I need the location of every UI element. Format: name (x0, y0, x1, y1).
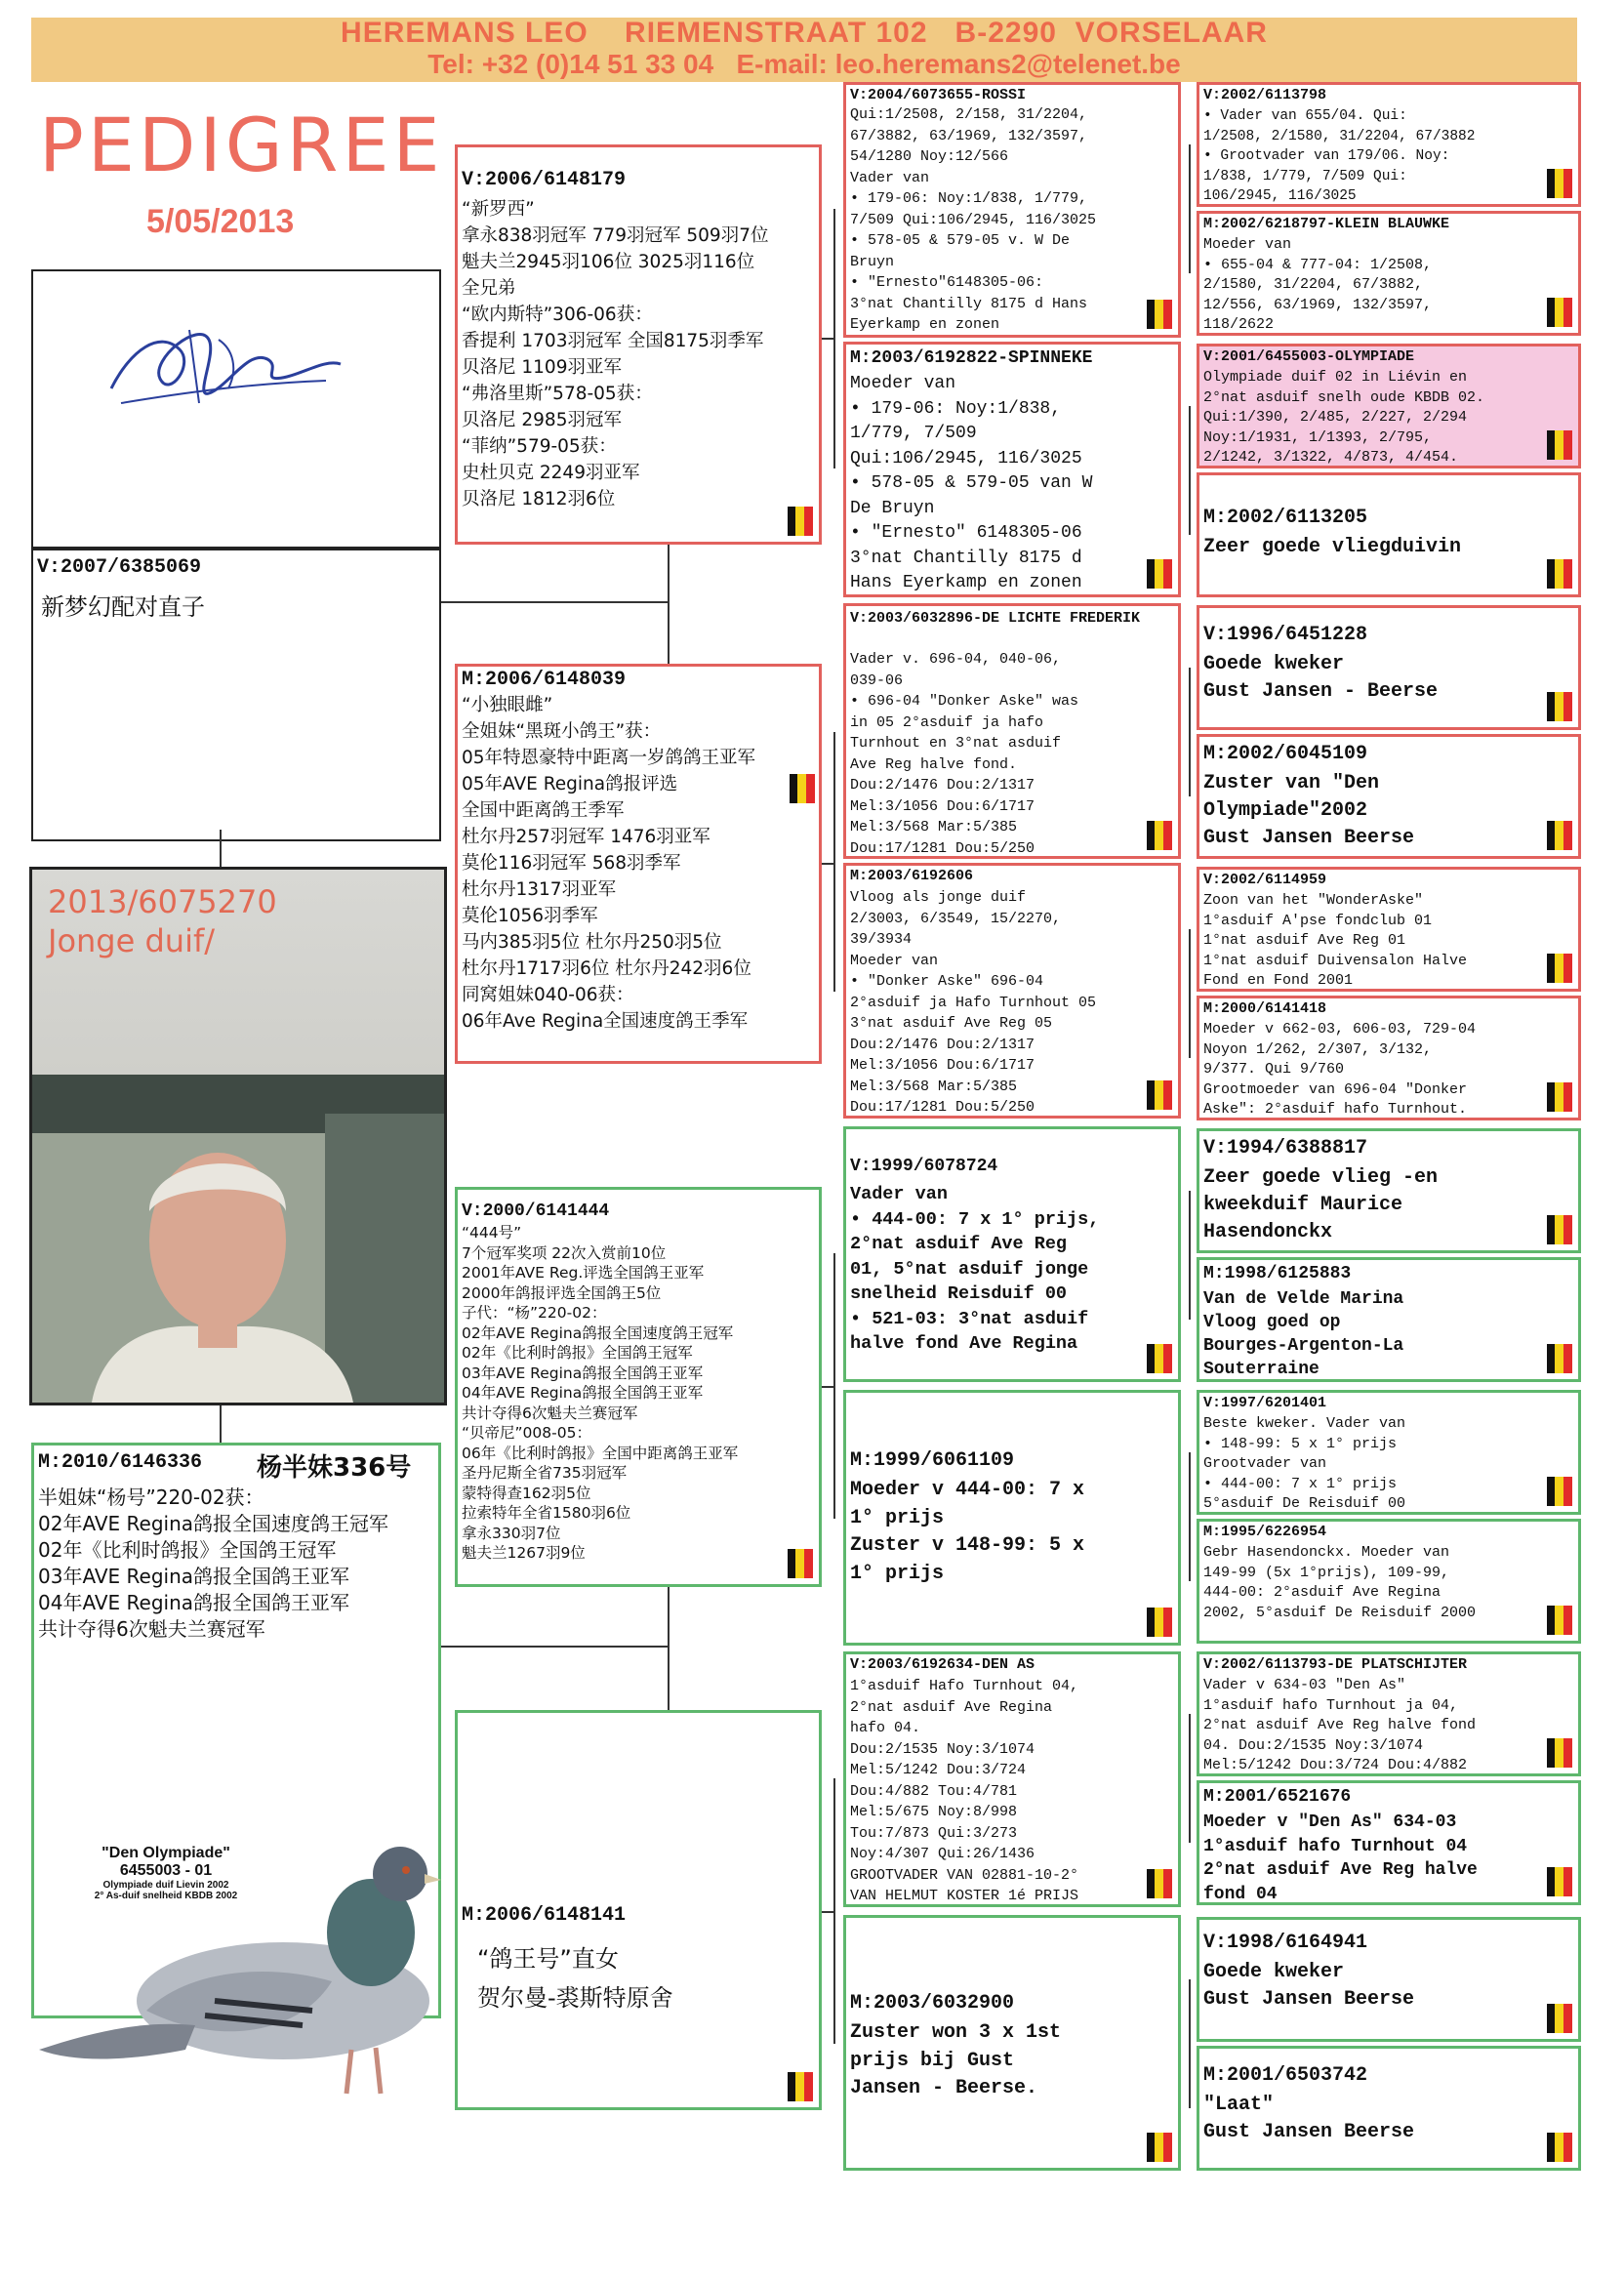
gen4-text-14: Moeder v "Den As" 634-03 1°asduif hafo Turnhout 04 2°nat asduif Ave Reg halve fond 04 (1203, 1812, 1478, 1904)
gen4-box-3 (1197, 344, 1581, 468)
gen4-text-13: Vader v 634-03 "Den As" 1°asduif hafo Turnhout ja 04, 2°nat asduif Ave Reg halve fond 04. Dou:2/1535 Noy:3/1074 Mel:5/1242 Dou:3/724 Dou:4/882 (1203, 1677, 1477, 1773)
young-pigeon-photo-box (29, 867, 447, 1405)
gen2-ring-3: V:2000/6141444 (462, 1201, 610, 1221)
gen4-box-16 (1197, 2046, 1581, 2171)
gen4-ring-6: M:2002/6045109 (1203, 743, 1368, 765)
belgian-flag-icon (1547, 430, 1572, 460)
gen3-ring-1: V:2004/6073655-ROSSI (850, 87, 1027, 103)
connector-line (1189, 668, 1191, 796)
olympiade-name: "Den Olympiade" (102, 1845, 230, 1861)
gen3-ring-2: M:2003/6192822-SPINNEKE (850, 348, 1093, 368)
connector-line (1189, 1979, 1191, 2108)
gen3-text-3: Vader v. 696-04, 040-06, 039-06 • 696-04 "Donker Aske" was in 05 2°asduif ja hafo Turnhout en 3°nat asduif Ave Reg halve fond. Dou:2/1476 Dou:2/1317 Mel:3/1056 Dou:6/1717 Mel:3/568 Mar:5/385 Dou:17/1281 Dou:5/250 (850, 651, 1079, 857)
gen4-box-7 (1197, 867, 1581, 992)
gen4-ring-11: V:1997/6201401 (1203, 1395, 1327, 1411)
breeder-header (31, 18, 1577, 82)
belgian-flag-icon (1547, 298, 1572, 327)
gen3-text-8: Zuster won 3 x 1st prijs bij Gust Jansen - Beerse. (850, 2021, 1062, 2099)
gen4-ring-5: V:1996/6451228 (1203, 624, 1368, 646)
gen4-box-11 (1197, 1390, 1581, 1515)
gen4-text-7: Zoon van het "WonderAske" 1°asduif A'pse fondclub 01 1°nat asduif Ave Reg 01 1°nat asduif Duivensalon Halve Fond en Fond 2001 (1203, 892, 1468, 989)
gen3-ring-8: M:2003/6032900 (850, 1992, 1015, 2015)
breeder-address: HEREMANS LEO RIEMENSTRAAT 102 B-2290 VORSELAAR (341, 17, 1268, 49)
breeder-photo (32, 1075, 447, 1405)
belgian-flag-icon (790, 774, 815, 803)
gen3-box-3 (843, 603, 1181, 859)
gen2-ring-1: V:2006/6148179 (462, 169, 627, 191)
gen4-text-3: Olympiade duif 02 in Liévin en 2°nat asduif snelh oude KBDB 02. Qui:1/390, 2/485, 2/227, 2/294 Noy:1/1931, 1/1393, 2/795, 2/1242, 3/1322, 4/873, 4/454. (1203, 369, 1485, 466)
gen4-box-10 (1197, 1257, 1581, 1382)
belgian-flag-icon (1147, 559, 1172, 589)
pedigree-date: 5/05/2013 (146, 203, 295, 240)
connector-line (1189, 406, 1191, 535)
gen4-text-10: Van de Velde Marina Vloog goed op Bourges-Argenton-La Souterraine (1203, 1289, 1404, 1379)
gen2-ring-2: M:2006/6148039 (462, 669, 627, 691)
belgian-flag-icon (1547, 2004, 1572, 2033)
gen4-ring-13: V:2002/6113793-DE PLATSCHIJTER (1203, 1656, 1468, 1673)
belgian-flag-icon (1547, 954, 1572, 983)
gen4-text-4: Zeer goede vliegduivin (1203, 536, 1462, 558)
gen3-box-2 (843, 342, 1181, 597)
gen4-ring-14: M:2001/6521676 (1203, 1787, 1352, 1807)
signature-image (102, 310, 345, 428)
connector-line (1189, 929, 1191, 1058)
connector-line (1189, 1452, 1191, 1581)
gen2-text-1: “新罗西” 拿永838羽冠军 779羽冠军 509羽7位 魁夫兰2945羽106位 3025羽116位 全兄弟 “欧内斯特”306-06获： 香提利 1703羽冠军 全国8175羽季军 贝洛尼 1109羽亚军 “弗洛里斯”578-05获： 贝洛尼 2985羽冠军 “菲纳”579-05获： 史杜贝克 2249羽亚军 贝洛尼 1812羽6位 (462, 199, 769, 509)
belgian-flag-icon (1547, 1082, 1572, 1112)
gen4-ring-10: M:1998/6125883 (1203, 1264, 1352, 1283)
gen4-text-11: Beste kweker. Vader van • 148-99: 5 x 1° prijs Grootvader van • 444-00: 7 x 1° prijs 5°asduif De Reisduif 00 (1203, 1415, 1406, 1512)
gen3-ring-3: V:2003/6032896-DE LICHTE FREDERIK (850, 610, 1141, 627)
gen3-box-7 (843, 1651, 1181, 1907)
gen4-text-9: Zeer goede vlieg -en kweekduif Maurice Hasendonckx (1203, 1166, 1439, 1243)
gen3-ring-6: M:1999/6061109 (850, 1449, 1015, 1472)
mother-name: 杨半妹336号 (257, 1453, 412, 1483)
belgian-flag-icon (1547, 559, 1572, 589)
connector-line (441, 1646, 668, 1648)
gen2-text-2: “小独眼雌” 全姐妹“黑斑小鸽王”获： 05年特恩豪特中距离一岁鸽鸽王亚军 05年AVE Regina鸽报评选 全国中距离鸽王季军 杜尔丹257羽冠军 1476羽亚军 莫伦116羽冠军 568羽季军 杜尔丹1317羽亚军 莫伦1056羽季军 马内385羽5位 杜尔丹250羽5位 杜尔丹1717羽6位 杜尔丹242羽6位 同窝姐妹040-06获： 06年Ave Regina全国速度鸽王季军 (462, 695, 756, 1032)
connector-line (668, 1587, 670, 1710)
gen4-ring-7: V:2002/6114959 (1203, 872, 1327, 888)
gen3-ring-5: V:1999/6078724 (850, 1157, 998, 1176)
gen3-text-5: Vader van • 444-00: 7 x 1° prijs, 2°nat asduif Ave Reg 01, 5°nat asduif jonge snelheid Reisduif 00 • 521-03: 3°nat asduif halve fond Ave Regina (850, 1184, 1100, 1354)
gen4-text-16: "Laat" Gust Jansen Beerse (1203, 2094, 1415, 2143)
gen3-ring-4: M:2003/6192606 (850, 868, 974, 884)
gen4-box-1 (1197, 82, 1581, 207)
gen4-box-9 (1197, 1128, 1581, 1253)
belgian-flag-icon (1547, 821, 1572, 850)
connector-line (822, 338, 835, 340)
mother-text: 半姐妹“杨号”220-02获： 02年AVE Regina鸽报全国速度鸽王冠军 02年《比利时鸽报》全国鸽王冠军 03年AVE Regina鸽报全国鸽王亚军 04年AVE Regina鸽报全国鸽王亚军 共计夺得6次魁夫兰赛冠军 (38, 1486, 389, 1641)
belgian-flag-icon (788, 507, 813, 536)
connector-line (822, 1386, 835, 1388)
gen3-box-1 (843, 82, 1181, 338)
connector-line (1189, 144, 1191, 273)
connector-line (822, 1911, 835, 1913)
gen2-box-2 (455, 664, 822, 1064)
gen4-ring-1: V:2002/6113798 (1203, 87, 1327, 103)
olympiade-pigeon-figure (39, 1815, 449, 2108)
gen4-box-14 (1197, 1780, 1581, 1905)
gen3-ring-7: V:2003/6192634-DEN AS (850, 1656, 1035, 1673)
breeder-contact: Tel: +32 (0)14 51 33 04 E-mail: leo.heremans2@telenet.be (427, 49, 1181, 79)
gen3-box-6 (843, 1390, 1181, 1646)
gen4-box-15 (1197, 1917, 1581, 2042)
gen4-text-12: Gebr Hasendonckx. Moeder van 149-99 (5x 1°prijs), 109-99, 444-00: 2°asduif Ave Regina 2002, 5°asduif De Reisduif 2000 (1203, 1544, 1477, 1621)
belgian-flag-icon (1147, 1869, 1172, 1898)
belgian-flag-icon (1547, 1344, 1572, 1373)
belgian-flag-icon (1147, 1608, 1172, 1637)
belgian-flag-icon (1547, 1215, 1572, 1244)
gen4-box-4 (1197, 472, 1581, 597)
gen4-box-12 (1197, 1519, 1581, 1644)
belgian-flag-icon (1547, 1606, 1572, 1635)
gen4-ring-16: M:2001/6503742 (1203, 2064, 1368, 2087)
connector-line (668, 545, 670, 664)
gen4-text-15: Goede kweker Gust Jansen Beerse (1203, 1961, 1415, 2011)
connector-line (441, 601, 668, 603)
belgian-flag-icon (1547, 169, 1572, 198)
gen4-ring-15: V:1998/6164941 (1203, 1932, 1368, 1954)
gen4-ring-3: V:2001/6455003-OLYMPIADE (1203, 348, 1415, 365)
gen4-box-5 (1197, 605, 1581, 730)
gen4-text-5: Goede kweker Gust Jansen - Beerse (1203, 653, 1439, 703)
gen3-text-2: Moeder van • 179-06: Noy:1/838, 1/779, 7/509 Qui:106/2945, 116/3025 • 578-05 & 579-05 van W De Bruyn • "Ernesto" 6148305-06 3°nat Chantilly 8175 d Hans Eyerkamp en zonen (850, 374, 1093, 592)
belgian-flag-icon (1147, 821, 1172, 850)
gen3-box-5 (843, 1126, 1181, 1382)
young-pigeon-label: Jonge duif/ (48, 922, 215, 959)
connector-line (220, 1405, 222, 1443)
father-name: 新梦幻配对直子 (41, 593, 205, 621)
gen4-ring-9: V:1994/6388817 (1203, 1137, 1368, 1160)
gen3-text-6: Moeder v 444-00: 7 x 1° prijs Zuster v 148-99: 5 x 1° prijs (850, 1479, 1085, 1585)
gen4-box-8 (1197, 996, 1581, 1120)
signature-box (31, 269, 441, 549)
gen4-ring-8: M:2000/6141418 (1203, 1000, 1327, 1017)
connector-line (822, 863, 835, 865)
gen4-text-2: Moeder van • 655-04 & 777-04: 1/2508, 2/1580, 31/2204, 67/3882, 12/556, 63/1969, 132/3597, 118/2622 (1203, 236, 1433, 333)
gen3-text-4: Vloog als jonge duif 2/3003, 6/3549, 15/2270, 39/3934 Moeder van • "Donker Aske" 696-04 2°asduif ja Hafo Turnhout 05 3°nat asduif Ave Reg 05 Dou:2/1476 Dou:2/1317 Mel:3/1056 Dou:6/1717 Mel:3/568 Mar:5/385 Dou:17/1281 Dou:5/250 (850, 889, 1097, 1116)
gen3-text-7: 1°asduif Hafo Turnhout 04, 2°nat asduif Ave Regina hafo 04. Dou:2/1535 Noy:3/1074 Mel:5/1242 Dou:3/724 Dou:4/882 Tou:4/781 Mel:5/675 Noy:8/998 Tou:7/873 Qui:3/273 Noy:4/307 Qui:26/1436 GROOTVADER VAN 02881-10-2° VAN HELMUT KOSTER 1é PRIJS (850, 1678, 1079, 1904)
olympiade-caption-1: Olympiade duif Lievin 2002 (102, 1880, 229, 1891)
belgian-flag-icon (788, 1549, 813, 1578)
gen4-text-8: Moeder v 662-03, 606-03, 729-04 Noyon 1/262, 2/307, 3/132, 9/377. Qui 9/760 Grootmoeder van 696-04 "Donker Aske": 2°asduif hafo Turnhout. (1203, 1021, 1477, 1118)
gen3-box-8 (843, 1915, 1181, 2171)
father-box (31, 549, 441, 841)
gen2-box-4 (455, 1710, 822, 2110)
pigeon-ring-label: 2013/6075270 (48, 883, 277, 920)
gen2-text-3: “444号” 7个冠军奖项 22次入赏前10位 2001年AVE Reg.评选全国鸽王亚军 2000年鸽报评选全国鸽王5位 子代：“杨”220-02： 02年AVE Regina鸽报全国速度鸽王冠军 02年《比利时鸽报》全国鸽王冠军 03年AVE Regina鸽报全国鸽王亚军 04年AVE Regina鸽报全国鸽王亚军 共计夺得6次魁夫兰赛冠军 “贝帝尼”008-05： 06年《比利时鸽报》全国中距离鸽王亚军 圣丹尼斯全省735羽冠军 蒙特得查162羽5位 拉索特年全省1580羽6位 拿永330羽7位 魁夫兰1267羽9位 (462, 1224, 739, 1562)
gen4-text-1: • Vader van 655/04. Qui: 1/2508, 2/1580, 31/2204, 67/3882 • Grootvader van 179/06. Noy: 1/838, 1/779, 7/509 Qui: 106/2945, 116/3025 (1203, 108, 1476, 204)
father-ring: V:2007/6385069 (37, 556, 202, 579)
gen4-box-6 (1197, 734, 1581, 859)
connector-line (1189, 1714, 1191, 1843)
belgian-flag-icon (1147, 1344, 1172, 1373)
gen2-text-4: “鸽王号”直女 贺尔曼-裘斯特原舍 (477, 1945, 673, 2012)
page-title: PEDIGREE (39, 102, 444, 188)
gen3-text-1: Qui:1/2508, 2/158, 31/2204, 67/3882, 63/1969, 132/3597, 54/1280 Noy:12/566 Vader van • 179-06: Noy:1/838, 1/779, 7/509 Qui:106/2945, 116/3025 • 578-05 & 579-05 v. W De Bruyn • "Ernesto"6148305-06: 3°nat Chantilly 8175 d Hans Eyerkamp en zonen (850, 106, 1097, 333)
gen3-box-4 (843, 863, 1181, 1119)
connector-line (833, 732, 835, 992)
belgian-flag-icon (1147, 300, 1172, 329)
belgian-flag-icon (1147, 2133, 1172, 2162)
mother-ring: M:2010/6146336 (38, 1451, 203, 1474)
connector-line (220, 830, 222, 867)
gen4-ring-4: M:2002/6113205 (1203, 507, 1368, 529)
gen2-ring-4: M:2006/6148141 (462, 1904, 627, 1927)
belgian-flag-icon (1547, 1738, 1572, 1768)
gen4-box-13 (1197, 1651, 1581, 1776)
belgian-flag-icon (1547, 692, 1572, 721)
connector-line (1189, 1191, 1191, 1320)
gen4-ring-2: M:2002/6218797-KLEIN BLAUWKE (1203, 216, 1450, 232)
belgian-flag-icon (1147, 1080, 1172, 1110)
olympiade-caption-2: 2° As-duif snelheid KBDB 2002 (94, 1891, 238, 1901)
belgian-flag-icon (1547, 2133, 1572, 2162)
gen4-text-6: Zuster van "Den Olympiade"2002 Gust Jansen Beerse (1203, 772, 1415, 849)
gen4-box-2 (1197, 211, 1581, 336)
gen2-box-3 (455, 1187, 822, 1587)
belgian-flag-icon (1547, 1867, 1572, 1896)
olympiade-ring: 6455003 - 01 (119, 1862, 213, 1879)
gen4-ring-12: M:1995/6226954 (1203, 1524, 1327, 1540)
belgian-flag-icon (1547, 1477, 1572, 1506)
gen2-box-1 (455, 144, 822, 545)
belgian-flag-icon (788, 2072, 813, 2101)
